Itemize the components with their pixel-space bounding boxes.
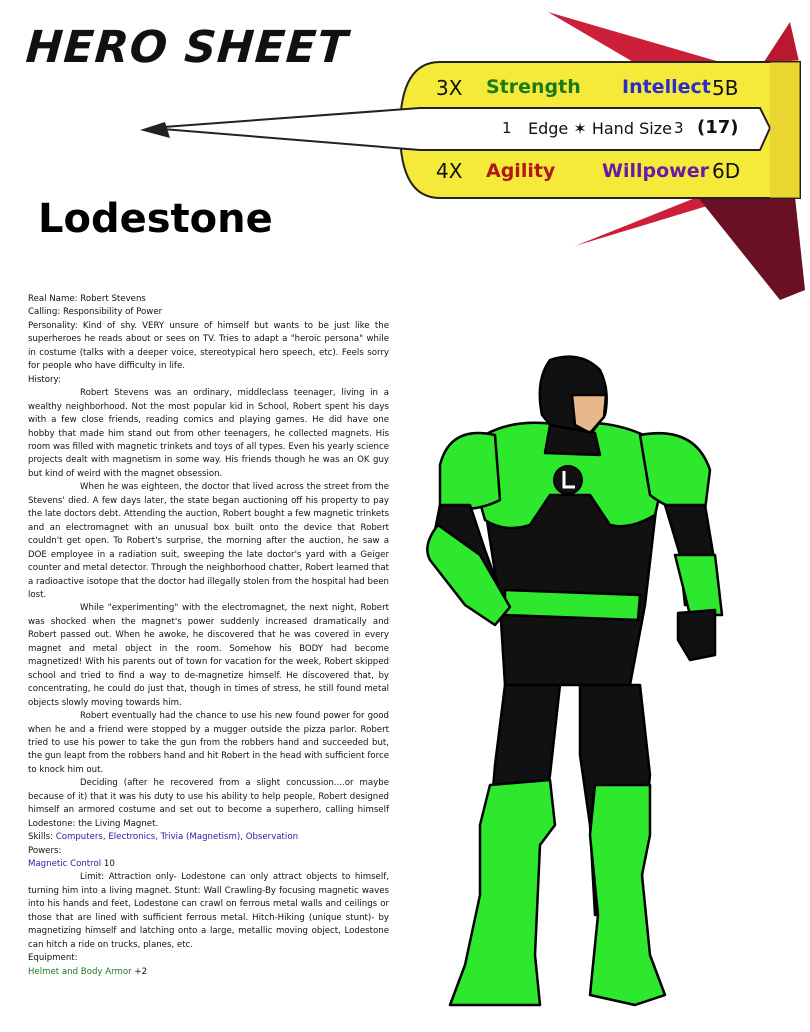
willpower-label: Willpower <box>602 160 709 182</box>
history-paragraph: Robert eventually had the chance to use his new found power for good when he and a friend were stopped by a mugger outside the pizza parlor. Robert tried to use his power to take the gun from the robbers hand and succeeded but, the gun leapt from the robbers hand and hit Robert in the head with sufficient force to knock him out. <box>28 711 389 775</box>
left-shoulder <box>440 433 500 509</box>
history-label: History: <box>28 374 61 385</box>
stat-total: (17) <box>697 117 739 138</box>
equipment-name: Helmet and Body Armor <box>28 966 132 977</box>
intellect-label: Intellect <box>622 76 711 98</box>
strength-rank: 3X <box>436 76 463 100</box>
agility-rank: 4X <box>436 159 463 183</box>
right-fist <box>678 610 715 660</box>
skills-value: Computers, Electronics, Trivia (Magnetism), Observation <box>55 832 299 843</box>
left-boot <box>450 780 555 1005</box>
intellect-rank: 5B <box>712 76 739 100</box>
real-name-value: Robert Stevens <box>80 294 146 304</box>
real-name-line <box>28 293 389 306</box>
l-emblem-icon <box>554 466 582 494</box>
equipment-label: Equipment: <box>28 953 78 964</box>
willpower-rank: 6D <box>712 159 741 183</box>
power-line <box>28 858 389 871</box>
equipment-bonus: +2 <box>134 966 148 977</box>
personality-label: Personality: <box>28 320 78 331</box>
equipment-line <box>28 966 389 979</box>
edge-hand-label: Edge ✶ Hand Size <box>528 119 672 138</box>
skills-line <box>28 831 389 844</box>
character-name: Lodestone <box>38 196 273 242</box>
power-name: Magnetic Control <box>28 859 102 870</box>
history-paragraph: Robert Stevens was an ordinary, middleclass teenager, living in a wealthy neighborhood. Not the most popular kid in School, Robert spent his days with a few close friends, reading comics and playing games. He did have one hobby that made him stand out from other teenagers, he collected magnets. His room was filled with magnetic trinkets and toys of all types. Even his yearly science projects dealt with magnetism in some way. His friends though he was an OK guy but kind of weird with the magnet obsession. <box>28 388 389 479</box>
real-name-label: Real Name: <box>28 294 78 304</box>
powers-label: Powers: <box>28 845 62 856</box>
history-paragraph: When he was eighteen, the doctor that lived across the street from the Stevens' died. A few days later, the state began auctioning off his property to pay the late doctors debt. Attending the auction, Robert bought a few magnetic trinkets and an electromagnet with an unusual box built onto the device that Robert couldn't get open. To Robert's surprise, the morning after the auction, he saw a DOE employee in a radiation suit, sweeping the late doctor's yard with a Geiger counter and metal detector. Through the neighborhood chatter, Robert learned that a radioactive isotope that the doctor had illegally stolen from the hospital had been lost. <box>28 482 389 600</box>
calling-label: Calling: <box>28 307 61 318</box>
skills-label: Skills: <box>28 832 53 843</box>
hand-size-value: 3 <box>674 119 684 137</box>
personality-line <box>28 320 389 374</box>
edge-value: 1 <box>502 119 512 137</box>
calling-line <box>28 306 389 319</box>
banner-star-top-left <box>548 12 720 66</box>
history-paragraph: While "experimenting" with the electromagnet, the next night, Robert was shocked when the magnet's power suddenly increased dramatically and Robert passed out. When he awoke, he discovered that he was covered in every magnet and metal object in the room. Somehow his BODY had become magnetized! With his parents out of town for vacation for the week, Robert skipped school and tried to find a way to de-magnetize himself. He discovered that, by concentrating, he could do just that, though in times of stress, he still found metal objects slowly moving towards him. <box>28 603 389 708</box>
history-paragraph: Deciding (after he recovered from a slight concussion....or maybe because of it) that it was his duty to use his ability to help people, Robert designed himself an armored costume and set out to become a superhero, calling himself Lodestone: the Living Magnet. <box>28 778 389 829</box>
right-boot <box>590 785 665 1005</box>
banner-star-burst <box>140 122 170 138</box>
sheet-title: HERO SHEET <box>24 22 350 73</box>
strength-label: Strength <box>486 76 581 98</box>
bio-section <box>28 293 389 979</box>
right-glove <box>675 555 722 615</box>
belt <box>505 590 640 620</box>
stat-banner <box>0 0 810 300</box>
power-rating: 10 <box>103 859 115 870</box>
power-limit: Limit: Attraction only- Lodestone can only attract objects to himself, turning him into a living magnet. Stunt: Wall Crawling-By focusing magnetic waves into his hands and feet, Lodestone can crawl on ferrous metal walls and ceilings or those that are lined with sufficient ferrous metal. Hitch-Hiking (unique stunt)- by magnetizing himself and latching onto a large, metallic moving object, Lodestone can hitch a ride on trucks, planes, etc. <box>28 872 389 950</box>
hero-illustration <box>410 355 740 1020</box>
calling-value: Responsibility of Power <box>62 307 163 318</box>
agility-label: Agility <box>486 160 556 182</box>
personality-value: Kind of shy. VERY unsure of himself but wants to be just like the superheroes he reads about or sees on TV. Tries to adapt a "heroic persona" while in costume (talks with a deeper voice, stereotypical hero speech, etc). Feels sorry for people who have difficulty in life. <box>28 320 389 372</box>
